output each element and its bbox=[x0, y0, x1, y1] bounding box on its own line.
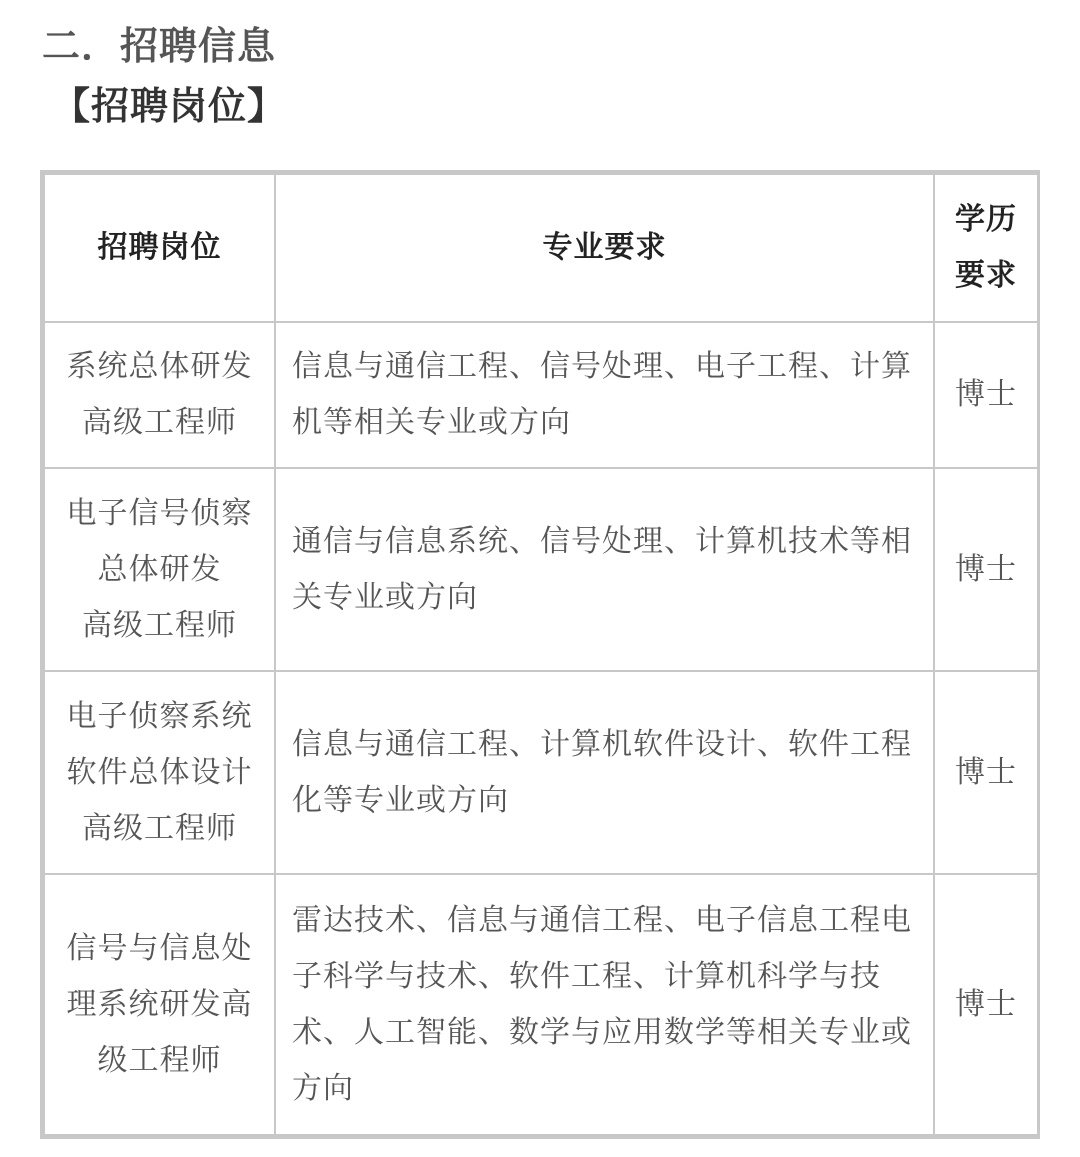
header-major: 专业要求 bbox=[275, 174, 934, 322]
position-line: 软件总体设计 bbox=[66, 754, 253, 790]
degree-cell: 博士 bbox=[934, 468, 1038, 671]
position-cell bbox=[44, 468, 275, 671]
position-line: 电子侦察系统 bbox=[66, 698, 253, 734]
major-cell: 雷达技术、信息与通信工程、电子信息工程电子科学与技术、软件工程、计算机科学与技术、人工智能、数学与应用数学等相关专业或方向 bbox=[275, 874, 934, 1135]
position-line: 系统总体研发 bbox=[66, 349, 253, 384]
position-cell bbox=[44, 322, 275, 468]
major-cell: 信息与通信工程、计算机软件设计、软件工程化等专业或方向 bbox=[275, 671, 934, 874]
header-degree bbox=[934, 174, 1038, 322]
table-row bbox=[44, 468, 1038, 671]
major-cell: 信息与通信工程、信号处理、电子工程、计算机等相关专业或方向 bbox=[275, 322, 934, 468]
position-line: 高级工程师 bbox=[82, 607, 237, 643]
position-cell bbox=[44, 671, 275, 874]
position-cell bbox=[44, 874, 275, 1135]
position-line: 电子信号侦察 bbox=[66, 495, 253, 531]
degree-cell: 博士 bbox=[934, 322, 1038, 468]
position-line: 总体研发 bbox=[97, 551, 222, 587]
major-cell: 通信与信息系统、信号处理、计算机技术等相关专业或方向 bbox=[275, 468, 934, 671]
table-row bbox=[44, 671, 1038, 874]
position-line: 高级工程师 bbox=[82, 810, 237, 846]
subsection-title: 【招聘岗位】 bbox=[52, 84, 287, 128]
header-position: 招聘岗位 bbox=[44, 174, 275, 322]
table-row bbox=[44, 322, 1038, 468]
degree-cell: 博士 bbox=[934, 671, 1038, 874]
position-line: 高级工程师 bbox=[82, 405, 237, 440]
header-degree-line1: 学历 bbox=[955, 202, 1017, 237]
degree-cell: 博士 bbox=[934, 874, 1038, 1135]
header-degree-line2: 要求 bbox=[955, 258, 1017, 293]
position-line: 理系统研发高 bbox=[66, 986, 253, 1022]
table-header-row bbox=[44, 174, 1038, 322]
recruitment-table bbox=[40, 170, 1040, 1139]
section-title: 二．招聘信息 bbox=[42, 24, 277, 68]
position-line: 级工程师 bbox=[97, 1042, 222, 1078]
table-row bbox=[44, 874, 1038, 1135]
position-line: 信号与信息处 bbox=[66, 930, 253, 966]
